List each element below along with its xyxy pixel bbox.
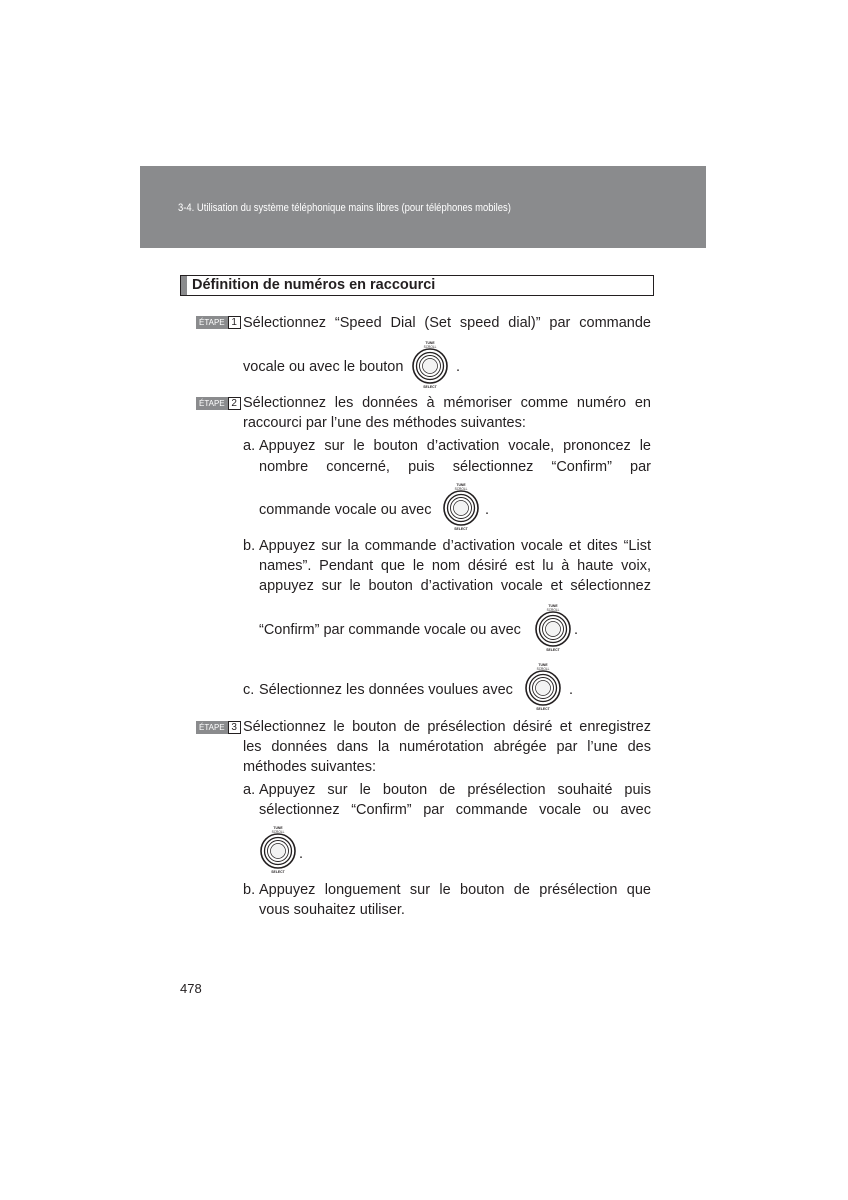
step-2b-line-4: “Confirm” par commande vocale ou avec xyxy=(259,622,521,638)
knob-bottom-label: SELECT xyxy=(536,707,550,711)
step-2b-line-2: names”. Pendant que le nom désiré est lu à haute voix, xyxy=(259,558,651,574)
chapter-title: 3-4. Utilisation du système téléphonique mains libres (pour téléphones mobiles) xyxy=(178,202,511,214)
section-title: Définition de numéros en raccourci xyxy=(192,277,436,293)
step-number: 2 xyxy=(228,397,241,410)
knob-top-label-2: SCROLL xyxy=(423,345,437,349)
step-3b-marker: b. xyxy=(243,882,256,898)
step-2-line-1: Sélectionnez les données à mémoriser comme numéro en xyxy=(243,395,651,411)
step-2c-marker: c. xyxy=(243,682,255,698)
step-3-line-2: les données dans la numérotation abrégée par l’une des xyxy=(243,739,651,755)
tune-scroll-select-knob-icon xyxy=(258,825,298,875)
step-number: 1 xyxy=(228,316,241,329)
knob-bottom-label: SELECT xyxy=(423,385,437,389)
knob-top-label: TUNE xyxy=(273,826,283,830)
tune-scroll-select-knob-icon xyxy=(523,662,563,712)
step-2b-line-1: Appuyez sur la commande d’activation vocale et dites “List xyxy=(259,538,651,554)
step-2a-trail: . xyxy=(485,502,490,518)
step-1-line-1: Sélectionnez “Speed Dial (Set speed dial)” par commande xyxy=(243,315,651,331)
step-3a-trail: . xyxy=(299,846,304,862)
step-3a-marker: a. xyxy=(243,782,256,798)
step-number: 3 xyxy=(228,721,241,734)
step-1-trail: . xyxy=(456,359,461,375)
step-2a-line-1: Appuyez sur le bouton d’activation vocale, prononcez le xyxy=(259,438,651,454)
tune-scroll-select-knob-icon xyxy=(410,340,450,390)
knob-top-label-2: SCROLL xyxy=(271,830,285,834)
knob-top-label: TUNE xyxy=(456,483,466,487)
knob-top-label: TUNE xyxy=(548,604,558,608)
step-2-line-2: raccourci par l’une des méthodes suivantes: xyxy=(243,415,526,431)
section-title-box xyxy=(180,275,654,296)
step-2a-line-3: commande vocale ou avec xyxy=(259,502,432,518)
step-2b-line-3: appuyez sur le bouton d’activation vocale et sélectionnez xyxy=(259,578,651,594)
knob-top-label: TUNE xyxy=(425,341,435,345)
step-label: ÉTAPE xyxy=(196,316,228,329)
step-3b-line-1: Appuyez longuement sur le bouton de présélection que xyxy=(259,882,651,898)
knob-top-label-2: SCROLL xyxy=(454,487,468,491)
step-3b-line-2: vous souhaitez utiliser. xyxy=(259,902,405,918)
step-badge-1 xyxy=(196,316,241,329)
step-2a-line-2: nombre concerné, puis sélectionnez “Confirm” par xyxy=(259,459,651,475)
step-2a-marker: a. xyxy=(243,438,256,454)
step-label: ÉTAPE xyxy=(196,721,228,734)
step-3a-line-1: Appuyez sur le bouton de présélection souhaité puis xyxy=(259,782,651,798)
knob-bottom-label: SELECT xyxy=(454,527,468,531)
knob-top-label: TUNE xyxy=(538,663,548,667)
knob-top-label-2: SCROLL xyxy=(536,667,550,671)
knob-top-label-2: SCROLL xyxy=(546,608,560,612)
step-2c-trail: . xyxy=(569,682,574,698)
step-2b-marker: b. xyxy=(243,538,256,554)
knob-bottom-label: SELECT xyxy=(546,648,560,652)
step-2c-line-1: Sélectionnez les données voulues avec xyxy=(259,682,513,698)
step-2b-trail: . xyxy=(574,622,579,638)
chapter-header-band xyxy=(140,166,706,248)
step-badge-3 xyxy=(196,721,241,734)
section-title-accent xyxy=(181,276,187,295)
knob-bottom-label: SELECT xyxy=(271,870,285,874)
step-badge-2 xyxy=(196,397,241,410)
tune-scroll-select-knob-icon xyxy=(441,482,481,532)
step-3-line-1: Sélectionnez le bouton de présélection désiré et enregistrez xyxy=(243,719,651,735)
step-3a-line-2: sélectionnez “Confirm” par commande vocale ou avec xyxy=(259,802,651,818)
step-label: ÉTAPE xyxy=(196,397,228,410)
step-3-line-3: méthodes suivantes: xyxy=(243,759,376,775)
step-1-line-2: vocale ou avec le bouton xyxy=(243,359,404,375)
tune-scroll-select-knob-icon xyxy=(533,603,573,653)
page-number: 478 xyxy=(180,981,202,996)
